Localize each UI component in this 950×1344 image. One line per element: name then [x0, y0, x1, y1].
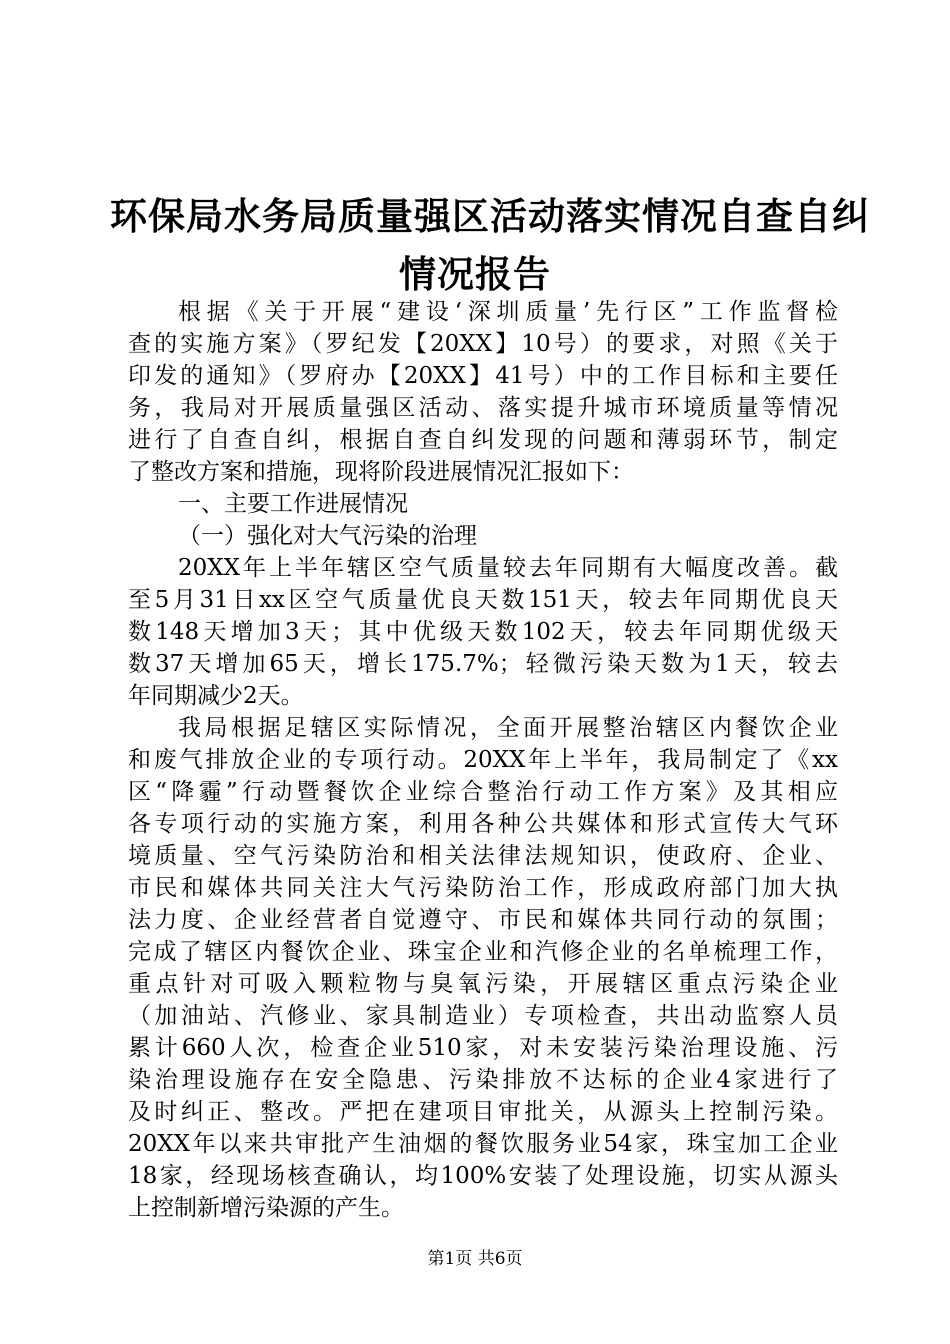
- page-footer: 第1页 共6页: [427, 1249, 523, 1269]
- body-paragraph: [128, 520, 838, 552]
- body-paragraph: [128, 552, 838, 712]
- paragraph-line: 印发的通知》（罗府办【20XX】41号）中的工作目标和主要任: [128, 363, 838, 389]
- document-title-line-2: 情况报告: [399, 252, 551, 296]
- paragraph-line: 和废气排放企业的专项行动。20XX年上半年，我局制定了《xx: [128, 747, 838, 773]
- paragraph-line: 查的实施方案》（罗纪发【20XX】10号）的要求，对照《关于: [128, 331, 838, 357]
- paragraph-line: 20XX年上半年辖区空气质量较去年同期有大幅度改善。截: [178, 555, 838, 581]
- paragraph-line: 区“降霾”行动暨餐饮企业综合整治行动工作方案》及其相应: [128, 779, 838, 805]
- paragraph-line: （一）强化对大气污染的治理: [178, 523, 477, 549]
- paragraph-line: 及时纠正、整改。严把在建项目审批关，从源头上控制污染。: [128, 1099, 838, 1125]
- paragraph-line: 重点针对可吸入颗粒物与臭氧污染，开展辖区重点污染企业: [128, 971, 838, 997]
- paragraph-line: 务，我局对开展质量强区活动、落实提升城市环境质量等情况: [128, 395, 838, 421]
- paragraph-line: （加油站、汽修业、家具制造业）专项检查，共出动监察人员: [128, 1003, 838, 1029]
- paragraph-line: 境质量、空气污染防治和相关法律法规知识，使政府、企业、: [128, 843, 838, 869]
- paragraph-line: 根据《关于开展“建设‘深圳质量’先行区”工作监督检: [178, 299, 838, 325]
- paragraph-line: 我局根据足辖区实际情况，全面开展整治辖区内餐饮企业: [178, 715, 838, 741]
- paragraph-line: 染治理设施存在安全隐患、污染排放不达标的企业4家进行了: [128, 1067, 838, 1093]
- body-paragraph: [128, 296, 838, 488]
- document-title-line-1: 环保局水务局质量强区活动落实情况自查自纠: [110, 194, 870, 238]
- paragraph-line: 年同期减少2天。: [128, 683, 304, 709]
- paragraph-line: 法力度、企业经营者自觉遵守、市民和媒体共同行动的氛围；: [128, 907, 838, 933]
- paragraph-line: 各专项行动的实施方案，利用各种公共媒体和形式宣传大气环: [128, 811, 838, 837]
- paragraph-line: 18家，经现场核查确认，均100%安装了处理设施，切实从源头: [128, 1163, 838, 1189]
- paragraph-line: 至5月31日xx区空气质量优良天数151天，较去年同期优良天: [128, 587, 838, 613]
- paragraph-line: 数37天增加65天，增长175.7%；轻微污染天数为1天，较去: [128, 651, 838, 677]
- paragraph-line: 进行了自查自纠，根据自查自纠发现的问题和薄弱环节，制定: [128, 427, 838, 453]
- body-paragraph: [128, 488, 838, 520]
- paragraph-line: 累计660人次，检查企业510家，对未安装污染治理设施、污: [128, 1035, 838, 1061]
- body-paragraph: [128, 712, 838, 1224]
- paragraph-line: 上控制新增污染源的产生。: [128, 1195, 404, 1221]
- document-body: [128, 296, 838, 1224]
- paragraph-line: 20XX年以来共审批产生油烟的餐饮服务业54家，珠宝加工企业: [128, 1131, 838, 1157]
- paragraph-line: 完成了辖区内餐饮企业、珠宝企业和汽修企业的名单梳理工作，: [128, 939, 838, 965]
- paragraph-line: 了整改方案和措施，现将阶段进展情况汇报如下：: [128, 459, 634, 485]
- paragraph-line: 一、主要工作进展情况: [178, 491, 408, 517]
- paragraph-line: 数148天增加3天；其中优级天数102天，较去年同期优级天: [128, 619, 838, 645]
- paragraph-line: 市民和媒体共同关注大气污染防治工作，形成政府部门加大执: [128, 875, 838, 901]
